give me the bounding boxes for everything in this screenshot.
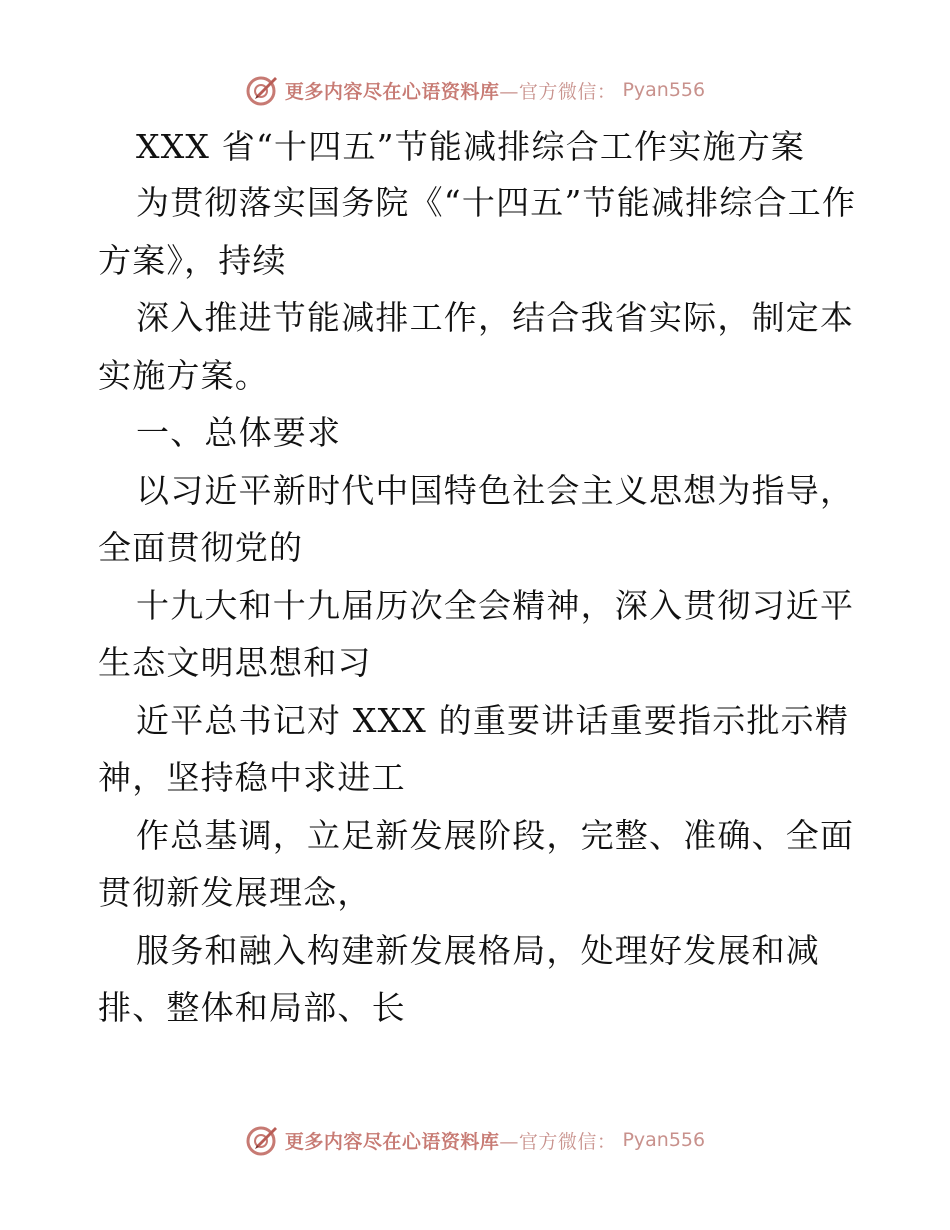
paragraph: 近平总书记对 XXX 的重要讲话重要指示批示精神，坚持稳中求进工 xyxy=(98,700,850,797)
header-watermark xyxy=(0,70,950,110)
document-body xyxy=(98,120,858,1037)
paragraph: 深入推进节能减排工作，结合我省实际，制定本实施方案。 xyxy=(98,298,855,395)
paragraph: 作总基调，立足新发展阶段，完整、准确、全面贯彻新发展理念， xyxy=(98,815,855,912)
pen-logo-icon xyxy=(245,73,279,107)
pen-logo-icon xyxy=(245,1123,279,1157)
section-heading: 一、总体要求 xyxy=(136,413,342,452)
watermark-wechat-id: Pyan556 xyxy=(622,1129,706,1151)
paragraph: 为贯彻落实国务院《“十四五”节能减排综合工作方案》，持续 xyxy=(98,183,857,280)
watermark-text: 更多内容尽在心语资料库—官方微信： xyxy=(284,1130,617,1153)
watermark-wechat-id: Pyan556 xyxy=(622,79,706,101)
paragraph: 以习近平新时代中国特色社会主义思想为指导，全面贯彻党的 xyxy=(98,470,855,567)
document-title: XXX 省“十四五”节能减排综合工作实施方案 xyxy=(136,127,806,166)
watermark-text: 更多内容尽在心语资料库—官方微信： xyxy=(284,80,617,103)
paragraph: 服务和融入构建新发展格局，处理好发展和减排、整体和局部、长 xyxy=(98,930,820,1027)
paragraph: 十九大和十九届历次全会精神，深入贯彻习近平生态文明思想和习 xyxy=(98,585,855,682)
footer-watermark xyxy=(0,1120,950,1160)
